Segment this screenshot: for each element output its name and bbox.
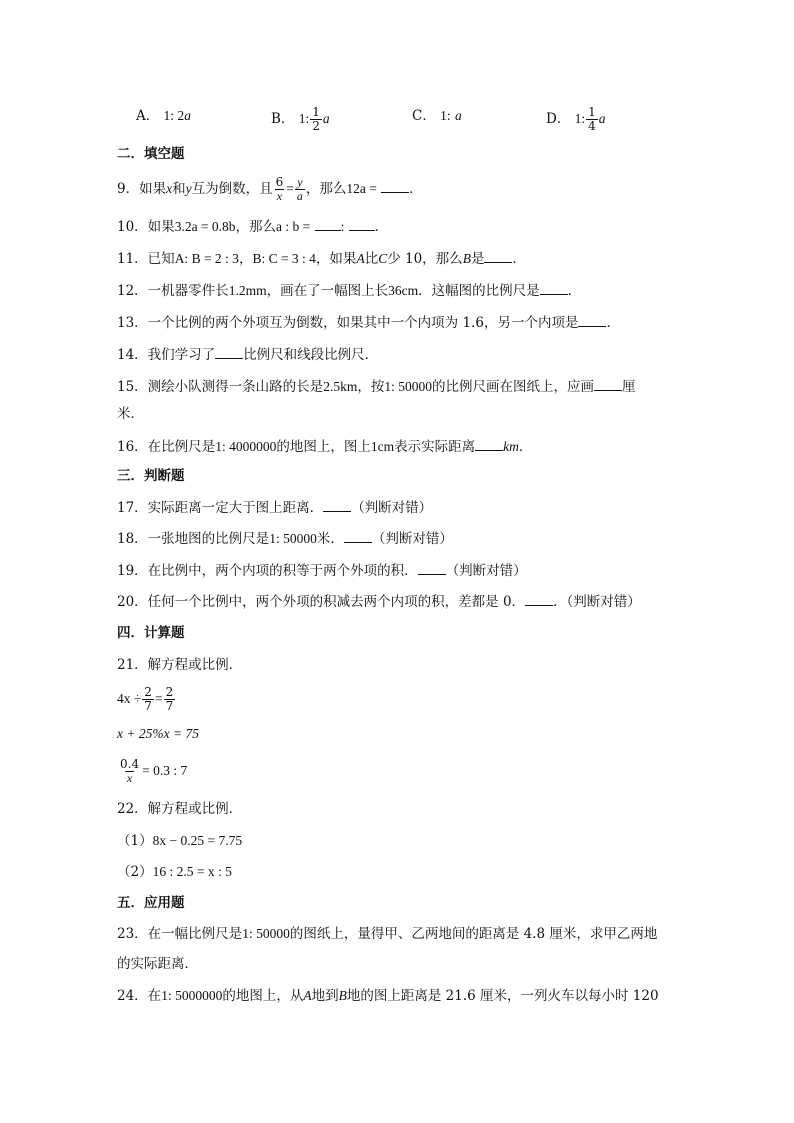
question-9: 9．如果x和y互为倒数，且 $\frac{6}{x}$ = $\frac{y}{a}$ ，那么12a = ． xyxy=(117,175,423,203)
section-heading-true-false: 三．判断题 xyxy=(117,468,185,484)
question-22-part-2: （2）16 : 2.5 = x : 5 xyxy=(117,864,232,880)
answer-blank[interactable] xyxy=(349,216,375,231)
answer-blank[interactable] xyxy=(540,280,568,295)
section-heading-application: 五．应用题 xyxy=(117,895,185,911)
option-d-fraction: $\frac{1}{4}$ xyxy=(588,105,596,133)
question-15-continued: 米． xyxy=(117,406,144,422)
question-19: 19．在比例中，两个内项的积等于两个外项的积． （判断对错） xyxy=(117,560,527,581)
option-a-label: A． xyxy=(136,108,160,124)
answer-blank[interactable] xyxy=(215,344,243,359)
question-17: 17．实际距离一定大于图上距离． （判断对错） xyxy=(117,497,432,518)
q9-fraction-1: $\frac{6}{x}$ xyxy=(275,175,284,203)
question-15: 15．测绘小队测得一条山路的长是2.5km，按1: 50000的比例尺画在图纸上，应画 厘 xyxy=(117,376,635,397)
question-22-part-1: （1）8x − 0.25 = 7.75 xyxy=(117,833,243,849)
answer-blank[interactable] xyxy=(594,376,622,391)
option-c: C． 1: a xyxy=(412,108,462,124)
option-b: B． 1: $\frac{1}{2}$ a xyxy=(271,105,330,133)
option-c-label: C． xyxy=(412,108,436,124)
section-heading-calculation: 四．计算题 xyxy=(117,625,185,641)
answer-blank[interactable] xyxy=(323,497,351,512)
q9-fraction-2: $\frac{y}{a}$ xyxy=(296,175,303,203)
question-20: 20．任何一个比例中，两个外项的积减去两个内项的积，差都是 0． ．（判断对错） xyxy=(117,591,641,612)
question-24: 24．在1: 5000000的地图上，从A地到B地的图上距离是 21.6 厘米，一列火车以每小时 120 xyxy=(117,988,659,1004)
question-23: 23．在一幅比例尺是1: 50000的图纸上，量得甲、乙两地间的距离是 4.8 厘米，求甲乙两地 xyxy=(117,926,658,942)
question-21-title: 21．解方程或比例． xyxy=(117,657,243,673)
option-b-label: B． xyxy=(271,111,295,127)
answer-blank[interactable] xyxy=(344,528,372,543)
answer-blank[interactable] xyxy=(381,178,409,193)
option-a: A． 1: 2a xyxy=(136,108,191,124)
answer-blank[interactable] xyxy=(484,248,512,263)
question-23-continued: 的实际距离． xyxy=(117,956,198,972)
question-16: 16．在比例尺是1: 4000000的地图上，图上1cm表示实际距离 km． xyxy=(117,436,532,457)
answer-blank[interactable] xyxy=(578,312,606,327)
question-11: 11．已知A: B = 2 : 3，B: C = 3 : 4，如果A比C少 10，那么B是 ． xyxy=(117,248,526,269)
question-10: 10．如果3.2a = 0.8b，那么a : b = : ． xyxy=(117,216,388,237)
option-d: D． 1: $\frac{1}{4}$ a xyxy=(546,105,606,133)
question-22-title: 22．解方程或比例． xyxy=(117,801,243,817)
question-21-equation-3: $\frac{0.4}{x}$ = 0.3 : 7 xyxy=(120,757,188,785)
question-18: 18．一张地图的比例尺是1: 50000米． （判断对错） xyxy=(117,528,453,549)
answer-blank[interactable] xyxy=(418,560,446,575)
question-21-equation-2: x + 25%x = 75 xyxy=(117,726,199,741)
question-21-equation-1: 4x ÷ $\frac{2}{7}$ = $\frac{2}{7}$ xyxy=(117,685,174,713)
question-13: 13．一个比例的两个外项互为倒数，如果其中一个内项为 1.6，另一个内项是 ． xyxy=(117,312,620,333)
q21-fraction-3: $\frac{0.4}{x}$ xyxy=(120,757,140,785)
option-d-label: D． xyxy=(546,111,571,127)
answer-blank[interactable] xyxy=(475,436,503,451)
question-12: 12．一机器零件长1.2mm，画在了一幅图上长36cm．这幅图的比例尺是 ． xyxy=(117,280,581,301)
option-a-text: 1: 2 xyxy=(163,108,185,123)
q21-fraction-1: $\frac{2}{7}$ xyxy=(144,685,152,713)
answer-blank[interactable] xyxy=(525,591,553,606)
question-14: 14．我们学习了 比例尺和线段比例尺． xyxy=(117,344,378,365)
q21-fraction-2: $\frac{2}{7}$ xyxy=(165,685,174,713)
answer-blank[interactable] xyxy=(315,216,341,231)
section-heading-fill-in: 二．填空题 xyxy=(117,146,185,162)
option-b-fraction: $\frac{1}{2}$ xyxy=(312,105,320,133)
